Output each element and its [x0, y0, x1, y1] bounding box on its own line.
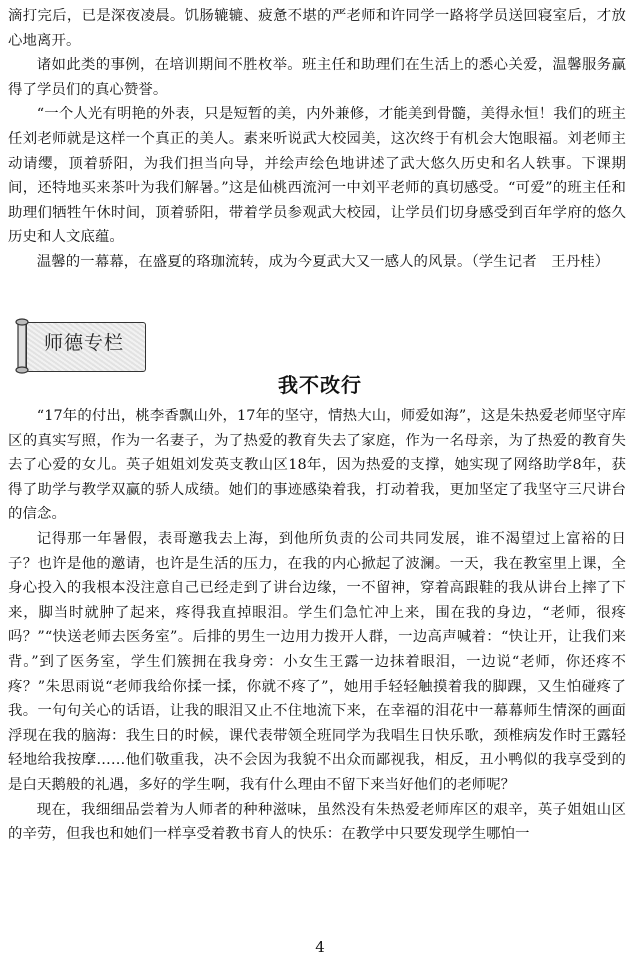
column-banner — [12, 318, 146, 374]
article-body — [8, 404, 626, 847]
paragraph: 滴打完后，已是深夜凌晨。饥肠辘辘、疲惫不堪的严老师和许同学一路将学员送回寝室后，才放心地离开。 — [8, 8, 626, 49]
banner-label: 师德专栏 — [44, 332, 125, 354]
top-article-continuation — [8, 4, 626, 275]
paragraph: 记得那一年暑假，表哥邀我去上海，到他所负责的公司共同发展，谁不渴望过上富裕的日子？也许是他的邀请，也许是生活的压力，在我的内心掀起了波澜。一天，我在教室里上课，全身心投入的我根本没注意自己已经走到了讲台边缘，一不留神，穿着高跟鞋的我从讲台上摔了下来，脚当时就肿了起来，疼得我直掉眼泪。学生们急忙冲上来，围在我的身边，“老师，很疼吗？”“快送老师去医务室”。后排的男生一边用力拨开人群，一边高声喊着：“快让开，让我们来背。”到了医务室，学生们簇拥在我身旁：小女生王露一边抹着眼泪，一边说“老师，你还疼不疼？”朱思雨说“老师我给你揉一揉，你就不疼了”，她用手轻轻触摸着我的脚踝，又生怕碰疼了我。一句句关心的话语，让我的眼泪又止不住地流下来，在幸福的泪花中一幕幕师生情深的画面浮现在我的脑海：我生日的时候，课代表带领全班同学为我唱生日快乐歌，颈椎病发作时王露轻轻地给我按摩……他们敬重我，决不会因为我貌不出众而鄙视我，相反，丑小鸭似的我享受到的是白天鹅般的礼遇，多好的学生啊，我有什么理由不留下来当好他们的老师呢？ — [8, 530, 626, 793]
page-number: 4 — [315, 938, 325, 956]
paragraph: 温馨的一幕幕，在盛夏的珞珈流转，成为今夏武大又一感人的风景。（学生记者 王丹桂） — [36, 253, 610, 270]
article-title: 我不改行 — [278, 373, 362, 397]
scroll-icon — [14, 318, 30, 374]
paragraph: “17年的付出，桃李香飘山外，17年的坚守，情热大山，师爱如海”，这是朱热爱老师坚守库区的真实写照，作为一名妻子，为了热爱的教育失去了家庭，作为一名母亲，为了热爱的教育失去了心爱的女儿。英子姐姐刘发英支教山区18年，因为热爱的支撑，她实现了网络助学8年，获得了助学与教学双赢的骄人成绩。她们的事迹感染着我，打动着我，更加坚定了我坚守三尺讲台的信念。 — [8, 408, 626, 523]
paragraph: “一个人光有明艳的外表，只是短暂的美，内外兼修，才能美到骨髓，美得永恒！我们的班主任刘老师就是这样一个真正的美人。素来听说武大校园美，这次终于有机会大饱眼福。刘老师主动请缨，顶着骄阳，为我们担当向导，并绘声绘色地讲述了武大悠久历史和名人轶事。下课期间，还特地买来茶叶为我们解暑。”这是仙桃西流河一中刘平老师的真切感受。“可爱”的班主任和助理们牺牲午休时间，顶着骄阳，带着学员参观武大校园，让学员们切身感受到百年学府的悠久历史和人文底蕴。 — [8, 106, 626, 246]
paragraph: 诸如此类的事例，在培训期间不胜枚举。班主任和助理们在生活上的悉心关爱，温馨服务赢得了学员们的真心赞誉。 — [8, 57, 626, 98]
paragraph: 现在，我细细品尝着为人师者的种种滋味，虽然没有朱热爱老师库区的艰辛，英子姐姐山区的辛劳，但我也和她们一样享受着教书育人的快乐：在教学中只要发现学生哪怕一 — [8, 801, 626, 843]
